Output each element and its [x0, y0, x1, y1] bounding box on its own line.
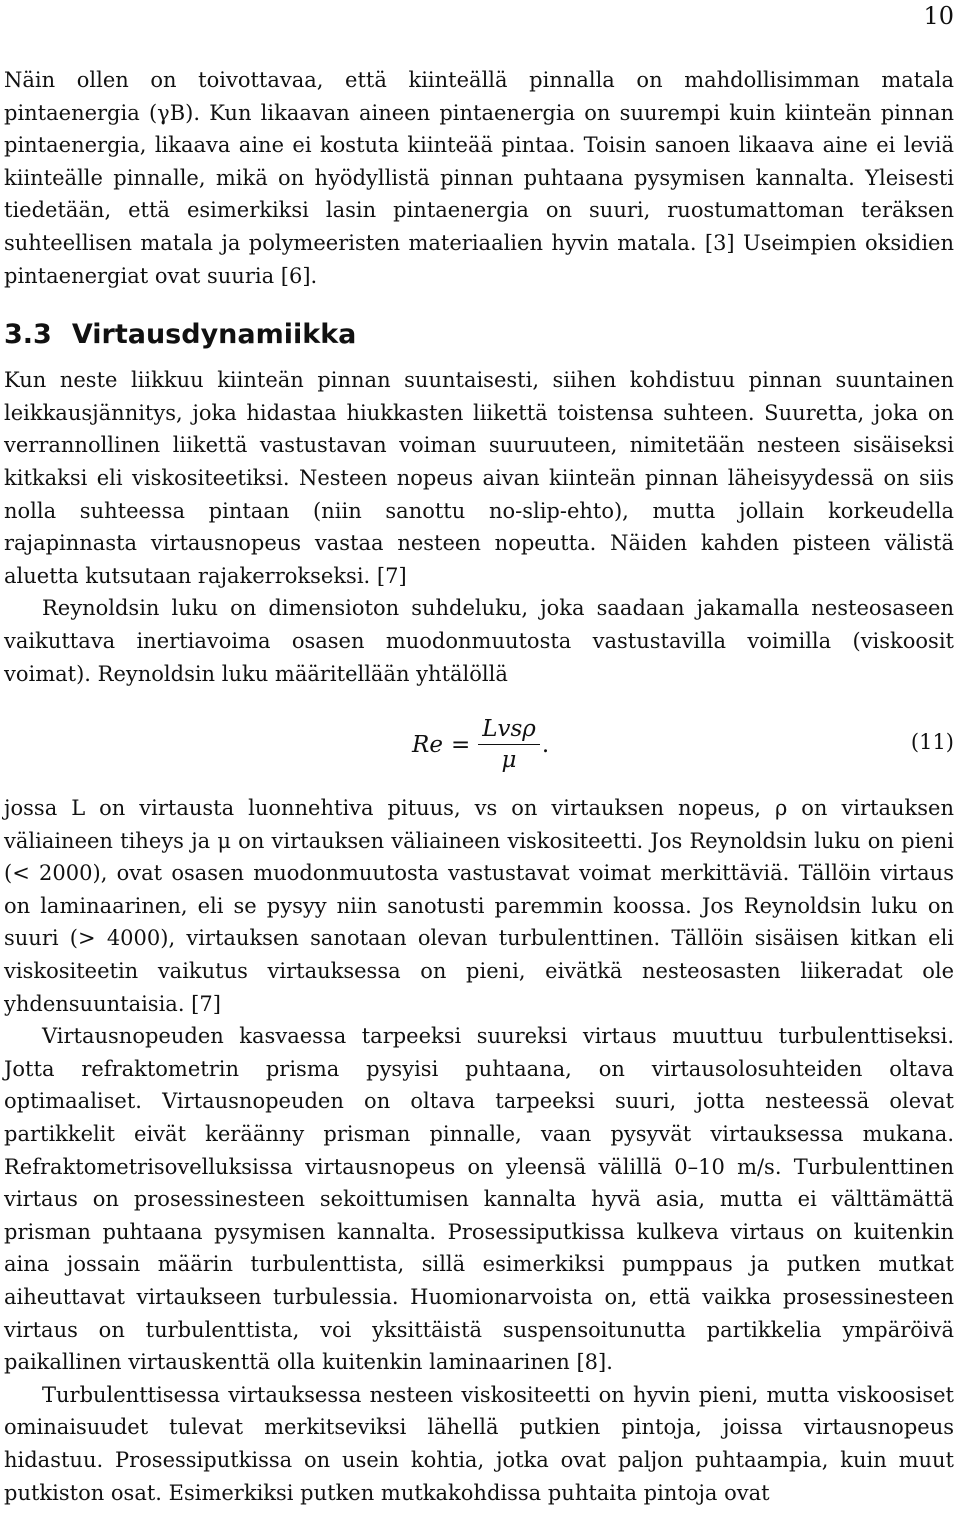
paragraph-turbulent-viscosity: Turbulenttisessa virtauksessa nesteen viskositeetti on hyvin pieni, mutta viskoosiset ominaisuudet tulevat merkitseviksi lähellä putkien pintoja, joissa virtausnopeus hidastuu. Prosessiputkissa on usein kohtia, jotka ovat paljon puhtaampia, kuin muut putkiston osat. Esimerkiksi putken mutkakohdissa puhtaita pintoja ovat	[4, 1382, 954, 1505]
page-content	[4, 64, 954, 1509]
equation-equals: =	[450, 731, 471, 758]
paragraph-boundary-layer: Kun neste liikkuu kiinteän pinnan suuntaisesti, siihen kohdistuu pinnan suuntainen leikkausjännitys, joka hidastaa hiukkasten liikettä toistensa suhteen. Suuretta, joka on verrannollinen liikettä vastustavan voiman suuruuteen, nimitetään nesteen sisäiseksi kitkaksi eli viskositeetiksi. Nesteen nopeus aivan kiinteän pinnan läheisyydessä on siis nolla suhteessa pintaan (niin sanottu no-slip-ehto), mutta jollain korkeudella rajapinnasta virtausnopeus vastaa nesteen nopeutta. Näiden kahden pisteen välistä aluetta kutsutaan rajakerrokseksi. [7]	[4, 368, 954, 588]
section-number: 3.3	[4, 319, 52, 351]
equation-number: (11)	[910, 730, 954, 755]
equation-fraction	[478, 716, 540, 773]
equation-denominator: μ	[501, 747, 517, 774]
paragraph-surface-energy: Näin ollen on toivottavaa, että kiinteällä pinnalla on mahdollisimman matala pintaenergia (γB). Kun likaavan aineen pintaenergia on suurempi kuin kiinteän pinnan pintaenergia, likaava aine ei kostuta kiinteää pintaa. Toisin sanoen likaava aine ei leviä kiinteälle pinnalle, mikä on hyödyllistä pinnan puhtaana pysymisen kannalta. Yleisesti tiedetään, että esimerkiksi lasin pintaenergia on suuri, ruostumattoman teräksen suhteellisen matala ja polymeeristen materiaalien hyvin matala. [3] Useimpien oksidien pintaenergiat ovat suuria [6].	[4, 68, 954, 288]
reynolds-equation	[4, 698, 954, 790]
equation-numerator: Lvsρ	[478, 716, 540, 745]
paragraph-flow-velocity: Virtausnopeuden kasvaessa tarpeeksi suureksi virtaus muuttuu turbulenttiseksi. Jotta refraktometrin prisma pysyisi puhtaana, on virtausolosuhteiden oltava optimaaliset. Virtausnopeuden on oltava tarpeeksi suuri, jotta nesteessä olevat partikkelit eivät keräänny prisman pinnalle, vaan pysyvät virtauksessa mukana. Refraktometrisovelluksissa virtausnopeus on yleensä välillä 0–10 m/s. Turbulenttinen virtaus on prosessinesteen sekoittumisen kannalta hyvä asia, mutta ei välttämättä prisman puhtaana pysymisen kannalta. Prosessiputkissa kulkeva virtaus on kuitenkin aina jossain määrin turbulenttista, sillä esimerkiksi pumppaus ja putken mutkat aiheuttavat virtaukseen turbulessia. Huomionarvoista on, että vaikka prosessinesteen virtaus on turbulenttista, voi yksittäistä suspensoitunutta partikkelia ympäröivä paikallinen virtauskenttä olla kuitenkin laminaarinen [8].	[4, 1024, 954, 1375]
equation-lhs: Re	[412, 731, 443, 758]
section-title: Virtausdynamiikka	[71, 319, 357, 351]
paragraph-reynolds-regimes: jossa L on virtausta luonnehtiva pituus, vs on virtauksen nopeus, ρ on virtauksen väliaineen tiheys ja μ on virtauksen väliaineen viskositeetti. Jos Reynoldsin luku on pieni (< 2000), ovat osasen muodonmuutosta vastustavat voimat merkittäviä. Tällöin virtaus on laminaarinen, eli se pysyy niin sanotusti paremmin koossa. Jos Reynoldsin luku on suuri (> 4000), virtauksen sanotaan olevan turbulenttinen. Tällöin sisäisen kitkan eli viskositeetin vaikutus virtauksessa on pieni, eivätkä nesteosasten liikeradat ole yhdensuuntaisia. [7]	[4, 796, 954, 1016]
section-heading	[4, 318, 954, 352]
equation-period: .	[541, 731, 550, 758]
paragraph-reynolds-intro: Reynoldsin luku on dimensioton suhdeluku, joka saadaan jakamalla nesteosaseen vaikuttava inertiavoima osasen muodonmuutosta vastustavilla voimilla (viskoosit voimat). Reynoldsin luku määritellään yhtälöllä	[4, 596, 954, 686]
page-number: 10	[923, 2, 954, 30]
